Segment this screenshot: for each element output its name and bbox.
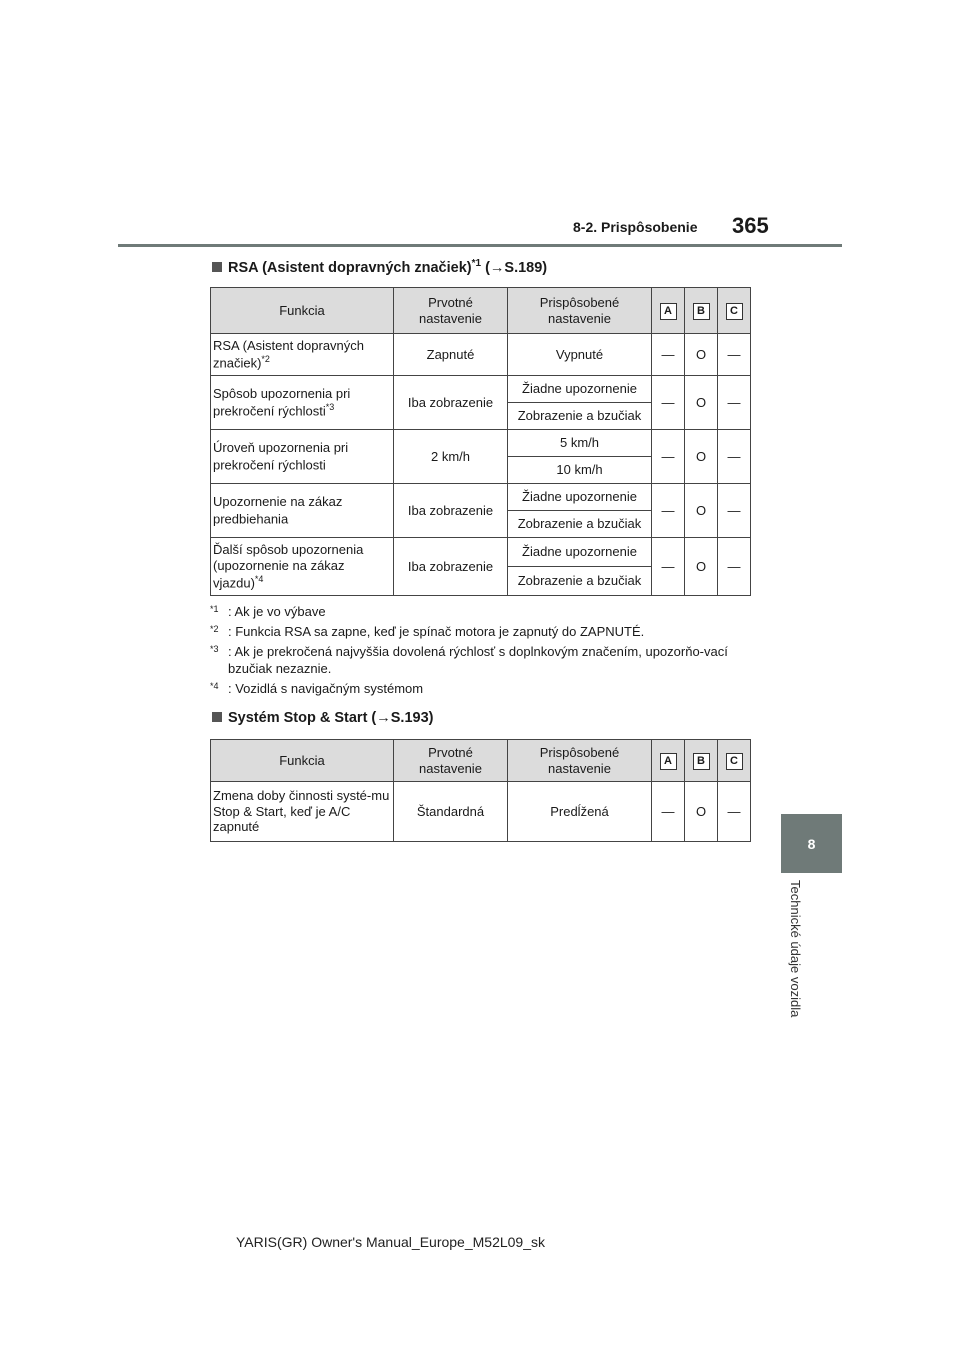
cell-b: O — [685, 430, 718, 484]
col-header-prvotne: Prvotné nastavenie — [394, 740, 508, 782]
cell-prvotne: Zapnuté — [394, 334, 508, 376]
cell-funkcia: Spôsob upozornenia pri prekročení rýchlosti$^{*3}$ — [211, 376, 394, 430]
cell-c: — — [718, 484, 751, 538]
cell-c: — — [718, 334, 751, 376]
cell-c: — — [718, 430, 751, 484]
col-header-b — [685, 288, 718, 334]
cell-a: — — [652, 538, 685, 596]
cell-prvotne: Iba zobrazenie — [394, 538, 508, 596]
cell-prvotne: Štandardná — [394, 782, 508, 842]
section-heading-ref[interactable]: (→S.189) — [481, 259, 548, 276]
cell-a: — — [652, 430, 685, 484]
cell-funkcia: Ďalší spôsob upozornenia (upozornenie na zákaz vjazdu)$^{*4}$ — [211, 538, 394, 596]
header-rule — [118, 244, 842, 247]
table-header-row — [211, 288, 751, 334]
table-row — [211, 376, 751, 403]
rsa-settings-table — [210, 287, 751, 596]
bullet-square-icon — [212, 712, 222, 722]
table-row — [211, 484, 751, 511]
cell-prvotne: 2 km/h — [394, 430, 508, 484]
col-header-funkcia: Funkcia — [211, 288, 394, 334]
section-heading-ref[interactable]: (→S.193) — [367, 710, 434, 726]
cell-option: Predĺžená — [508, 782, 652, 842]
method-c-icon: C — [726, 753, 743, 770]
chapter-tab[interactable]: 8 — [781, 814, 842, 873]
cell-a: — — [652, 376, 685, 430]
cell-a: — — [652, 334, 685, 376]
cell-b: O — [685, 538, 718, 596]
footnote: *2 : Funkcia RSA sa zapne, keď je spínač motora je zapnutý do ZAPNUTÉ. — [210, 623, 645, 639]
chapter-tab-label: Technické údaje vozidla — [788, 880, 803, 1018]
cell-option: Zobrazenie a bzučiak — [508, 403, 652, 430]
cell-option: Zobrazenie a bzučiak — [508, 567, 652, 596]
method-b-icon: B — [693, 303, 710, 320]
method-a-icon: A — [660, 753, 677, 770]
section-heading-sup: *1 — [471, 258, 482, 269]
section-heading — [212, 258, 547, 276]
cell-funkcia: RSA (Asistent dopravných značiek)$^{*2}$ — [211, 334, 394, 376]
col-header-a — [652, 740, 685, 782]
section-heading-text: RSA (Asistent dopravných značiek) — [228, 259, 472, 276]
table-row — [211, 430, 751, 457]
cell-option: Žiadne upozornenie — [508, 376, 652, 403]
cell-c: — — [718, 782, 751, 842]
cell-funkcia: Upozornenie na zákaz predbiehania — [211, 484, 394, 538]
table-row — [211, 782, 751, 842]
cell-a: — — [652, 782, 685, 842]
col-header-prisposobene: Prispôsobené nastavenie — [508, 288, 652, 334]
col-header-a — [652, 288, 685, 334]
cell-b: O — [685, 782, 718, 842]
cell-option: 10 km/h — [508, 457, 652, 484]
cell-option: Žiadne upozornenie — [508, 538, 652, 567]
col-header-b — [685, 740, 718, 782]
cell-c: — — [718, 538, 751, 596]
footnote: *1 : Ak je vo výbave — [210, 604, 326, 619]
section-heading — [212, 710, 434, 726]
method-b-icon: B — [693, 753, 710, 770]
cell-option: Vypnuté — [508, 334, 652, 376]
footnote: *3 : Ak je prekročená najvyššia dovolená rýchlosť s doplnkovým značením, upozorňo-vací bzučiak nezaznie. — [210, 643, 728, 676]
col-header-prvotne: Prvotné nastavenie — [394, 288, 508, 334]
cell-prvotne: Iba zobrazenie — [394, 484, 508, 538]
col-header-c — [718, 740, 751, 782]
cell-funkcia: Zmena doby činnosti systé-mu Stop & Start, keď je A/C zapnuté — [211, 782, 394, 842]
stop-start-settings-table — [210, 739, 751, 842]
footer-manual-id: YARIS(GR) Owner's Manual_Europe_M52L09_sk — [236, 1234, 545, 1250]
col-header-funkcia: Funkcia — [211, 740, 394, 782]
footnotes — [210, 604, 755, 700]
footnote: *4 : Vozidlá s navigačným systémom — [210, 680, 424, 696]
col-header-prisposobene: Prispôsobené nastavenie — [508, 740, 652, 782]
method-a-icon: A — [660, 303, 677, 320]
method-c-icon: C — [726, 303, 743, 320]
table-row — [211, 538, 751, 567]
cell-b: O — [685, 376, 718, 430]
cell-b: O — [685, 334, 718, 376]
cell-option: Žiadne upozornenie — [508, 484, 652, 511]
cell-b: O — [685, 484, 718, 538]
table-row — [211, 334, 751, 376]
col-header-c — [718, 288, 751, 334]
table-header-row — [211, 740, 751, 782]
cell-c: — — [718, 376, 751, 430]
header-section-title: 8-2. Prispôsobenie — [573, 219, 698, 235]
cell-prvotne: Iba zobrazenie — [394, 376, 508, 430]
cell-a: — — [652, 484, 685, 538]
cell-funkcia: Úroveň upozornenia pri prekročení rýchlosti — [211, 430, 394, 484]
cell-option: Zobrazenie a bzučiak — [508, 511, 652, 538]
page-number: 365 — [732, 213, 769, 238]
section-heading-text: Systém Stop & Start — [228, 710, 368, 726]
cell-option: 5 km/h — [508, 430, 652, 457]
bullet-square-icon — [212, 262, 222, 272]
